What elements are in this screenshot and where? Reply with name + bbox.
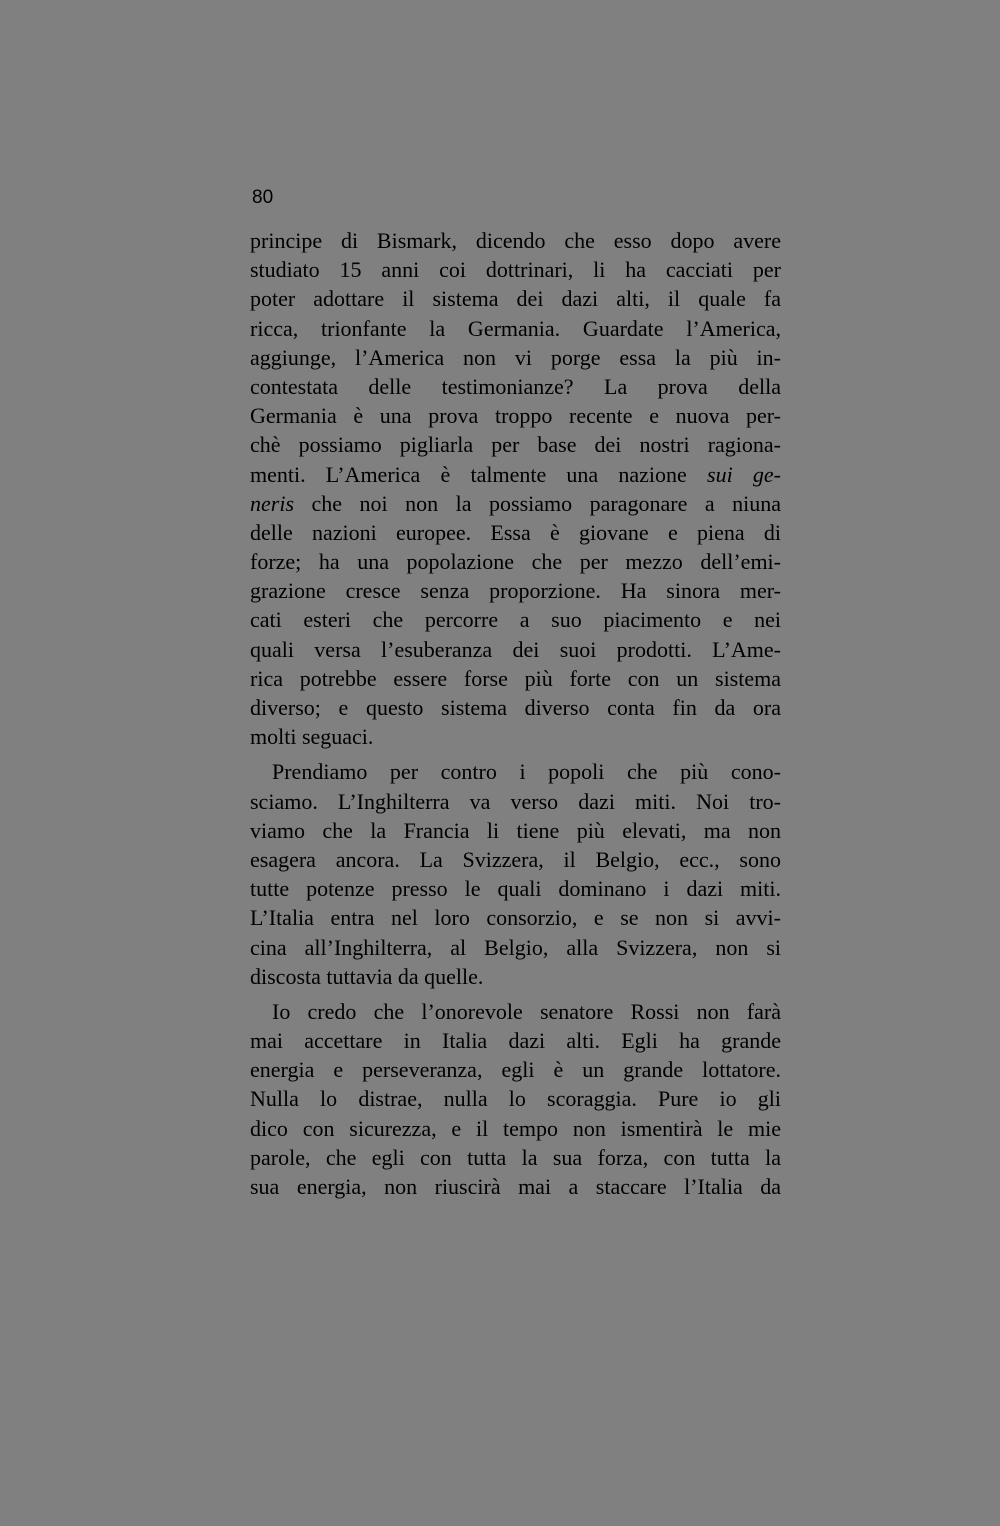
- text-line: [250, 401, 781, 430]
- text-segment: quali versa l’esuberanza dei suoi prodotti. L’Ame-: [250, 636, 781, 662]
- text-segment: studiato 15 anni coi dottrinari, li ha cacciati per: [250, 257, 781, 283]
- text-segment: sua energia, non riuscirà mai a staccare l’Italia da: [250, 1174, 781, 1199]
- text-line: [250, 693, 781, 722]
- paragraph: [250, 226, 781, 751]
- text-segment: parole, che egli con tutta la sua forza, con tutta la: [250, 1144, 781, 1170]
- text-segment: energia e perseveranza, egli è un grande lottatore.: [250, 1057, 781, 1083]
- text-segment: principe di Bismark, dicendo che esso dopo avere: [250, 228, 781, 253]
- italic-text: sui ge-: [707, 461, 781, 487]
- text-segment: delle nazioni europee. Essa è giovane e piena di: [250, 519, 781, 545]
- text-segment: Io credo che l’onorevole senatore Rossi non farà: [272, 998, 781, 1024]
- text-line: [250, 787, 781, 816]
- text-segment: poter adottare il sistema dei dazi alti, il quale fa: [250, 286, 781, 312]
- text-line: [250, 284, 781, 313]
- text-line: [250, 1143, 781, 1172]
- text-segment: Germania è una prova troppo recente e nuova per-: [250, 403, 781, 429]
- text-segment: esagera ancora. La Svizzera, il Belgio, ecc., sono: [250, 846, 781, 872]
- text-line: [250, 605, 781, 634]
- text-segment: forze; ha una popolazione che per mezzo dell’emi-: [250, 549, 781, 575]
- text-line: [250, 372, 781, 401]
- paragraph: [250, 757, 781, 991]
- text-line: [250, 816, 781, 845]
- text-segment: chè possiamo pigliarla per base dei nostri ragiona-: [250, 432, 781, 458]
- text-segment: Prendiamo per contro i popoli che più cono-: [272, 759, 781, 785]
- text-line: [250, 962, 781, 991]
- text-line: [250, 343, 781, 372]
- text-line: [250, 314, 781, 343]
- text-line: [250, 1026, 781, 1055]
- text-segment: mai accettare in Italia dazi alti. Egli ha grande: [250, 1028, 781, 1054]
- text-segment: che noi non la possiamo paragonare a niuna: [294, 490, 781, 516]
- page-number: 80: [252, 187, 274, 208]
- text-segment: diverso; e questo sistema diverso conta fin da ora: [250, 695, 781, 720]
- text-segment: aggiunge, l’America non vi porge essa la più in-: [250, 344, 781, 370]
- text-segment: dico con sicurezza, e il tempo non ismentirà le mie: [250, 1115, 781, 1141]
- text-line: [250, 1114, 781, 1143]
- text-line: [250, 933, 781, 962]
- text-segment: rica potrebbe essere forse più forte con un sistema: [250, 665, 781, 691]
- text-line: [250, 903, 781, 932]
- text-line: [250, 664, 781, 693]
- text-line: [250, 757, 781, 786]
- text-line: [250, 489, 781, 518]
- text-segment: sciamo. L’Inghilterra va verso dazi miti. Noi tro-: [250, 788, 781, 814]
- text-line: [250, 1084, 781, 1113]
- text-line: [250, 635, 781, 664]
- text-line: [250, 1172, 781, 1201]
- text-segment: Nulla lo distrae, nulla lo scoraggia. Pure io gli: [250, 1086, 781, 1112]
- text-segment: ricca, trionfante la Germania. Guardate l’America,: [250, 315, 781, 341]
- text-segment: viamo che la Francia li tiene più elevati, ma non: [250, 817, 781, 843]
- text-segment: cina all’Inghilterra, al Belgio, alla Svizzera, non si: [250, 934, 781, 960]
- text-line: [250, 1055, 781, 1084]
- text-line: [250, 518, 781, 547]
- text-line: [250, 997, 781, 1026]
- text-line: [250, 576, 781, 605]
- text-line: [250, 874, 781, 903]
- text-segment: contestata delle testimonianze? La prova della: [250, 373, 781, 399]
- text-line: [250, 722, 781, 751]
- text-line: [250, 547, 781, 576]
- text-line: [250, 460, 781, 489]
- body-text: [250, 226, 781, 1201]
- text-line: [250, 845, 781, 874]
- paragraph: [250, 997, 781, 1201]
- text-line: [250, 255, 781, 284]
- text-segment: discosta tuttavia da quelle.: [250, 963, 484, 989]
- text-segment: menti. L’America è talmente una nazione: [250, 461, 708, 487]
- text-segment: cati esteri che percorre a suo piacimento e nei: [250, 607, 781, 633]
- text-segment: molti seguaci.: [250, 724, 374, 750]
- text-segment: grazione cresce senza proporzione. Ha sinora mer-: [250, 578, 781, 604]
- text-line: [250, 226, 781, 255]
- text-segment: tutte potenze presso le quali dominano i dazi miti.: [250, 876, 781, 902]
- text-segment: L’Italia entra nel loro consorzio, e se non si avvi-: [250, 905, 781, 931]
- text-line: [250, 430, 781, 459]
- italic-text: neris: [250, 490, 294, 516]
